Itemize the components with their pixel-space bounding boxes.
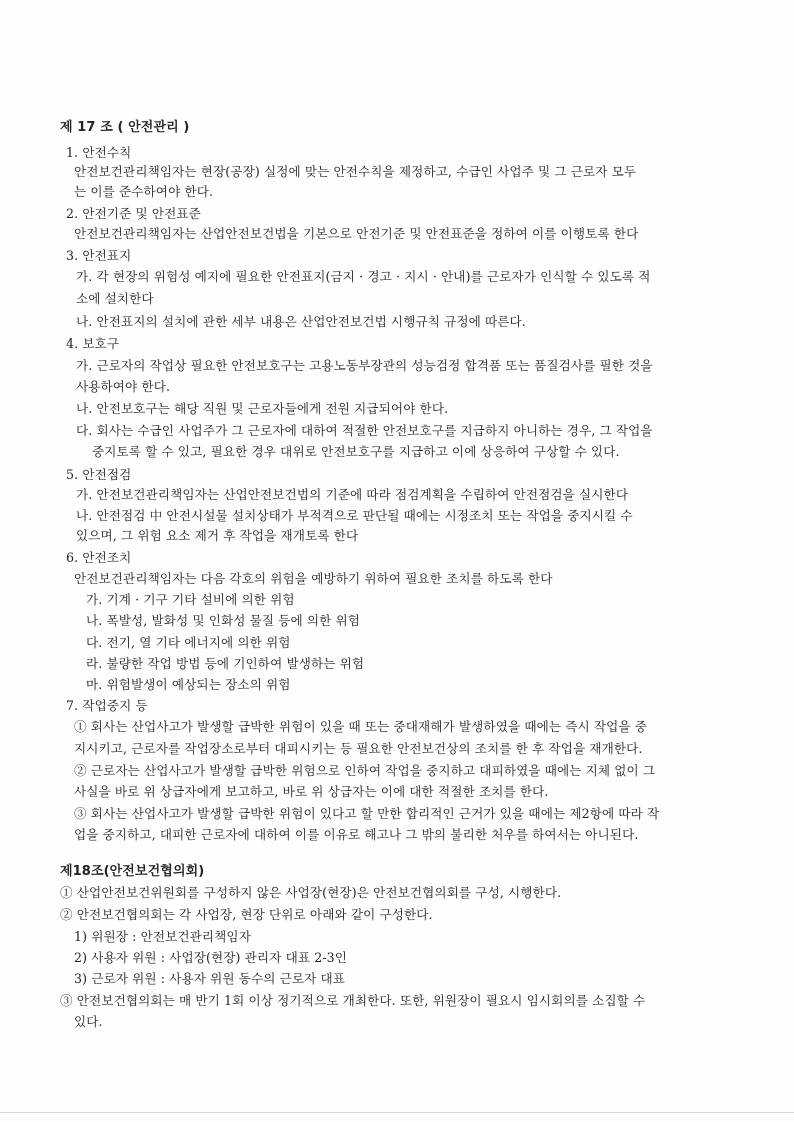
section-7-para-3-cont: 업을 중지하고, 대피한 근로자에 대하여 이를 이유로 해고나 그 밖의 불리한 처우를 하여서는 아니된다. (74, 827, 639, 842)
section-1-title: 1. 안전수칙 (66, 145, 132, 160)
page-footer-rule (0, 1112, 794, 1113)
section-1-text: 안전보건관리책임자는 현장(공장) 실정에 맞는 안전수칙을 제정하고, 수급인 사업주 및 그 근로자 모두 (74, 164, 637, 179)
section-4-item-c-cont: 중지토록 할 수 있고, 필요한 경우 대위로 안전보호구를 지급하고 이에 상응하여 구상할 수 있다. (92, 444, 620, 459)
section-4-item-a-cont: 사용하여야 한다. (76, 379, 171, 394)
article-18-para-2: ② 안전보건협의회는 각 사업장, 현장 단위로 아래와 같이 구성한다. (60, 907, 433, 922)
section-7-para-2-cont: 사실을 바로 위 상급자에게 보고하고, 바로 위 상급자는 이에 대한 적절한 조치를 한다. (74, 784, 549, 799)
section-2-title: 2. 안전기준 및 안전표준 (66, 206, 201, 221)
section-5-item-b: 나. 안전점검 中 안전시설물 설치상태가 부적격으로 판단될 때에는 시정조치 또는 작업을 중지시킬 수 (76, 508, 633, 523)
section-7-para-2: ② 근로자는 산업사고가 발생할 급박한 위험으로 인하여 작업을 중지하고 대피하였을 때에는 지체 없이 그 (74, 763, 656, 778)
article-18-para-3-cont: 있다. (74, 1014, 103, 1029)
section-7-para-3: ③ 회사는 산업사고가 발생할 급박한 위험이 있다고 할 만한 합리적인 근거가 있을 때에는 제2항에 따라 작 (74, 806, 660, 821)
section-6-item: 다. 전기, 열 기타 에너지에 의한 위험 (86, 635, 291, 650)
section-3-item-a: 가. 각 현장의 위험성 예지에 필요한 안전표지(금지 · 경고 · 지시 · 안내)를 근로자가 인식할 수 있도록 적 (76, 269, 651, 284)
section-2-text: 안전보건관리책임자는 산업안전보건법을 기본으로 안전기준 및 안전표준을 정하여 이를 이행토록 한다 (74, 226, 639, 241)
section-6-title: 6. 안전조치 (66, 550, 132, 565)
article-18-member: 2) 사용자 위원 : 사업장(현장) 관리자 대표 2-3인 (74, 950, 348, 965)
section-3-title: 3. 안전표지 (66, 248, 132, 263)
section-6-item: 마. 위험발생이 예상되는 장소의 위험 (86, 677, 291, 692)
section-5-title: 5. 안전점검 (66, 467, 132, 482)
section-3-item-a-cont: 소에 설치한다 (76, 291, 154, 306)
section-6-intro: 안전보건관리책임자는 다음 각호의 위험을 예방하기 위하여 필요한 조치를 하도록 한다 (74, 571, 553, 586)
section-1-text-cont: 는 이를 준수하여야 한다. (74, 184, 214, 199)
section-3-item-b: 나. 안전표지의 설치에 관한 세부 내용은 산업안전보건법 시행규칙 규정에 따른다. (76, 314, 526, 329)
section-6-item: 나. 폭발성, 발화성 및 인화성 물질 등에 의한 위험 (86, 613, 361, 628)
section-5-item-a: 가. 안전보건관리책임자는 산업안전보건법의 기준에 따라 점검계획을 수립하여 안전점검을 실시한다 (76, 487, 629, 502)
article-18-member: 3) 근로자 위원 : 사용자 위원 동수의 근로자 대표 (74, 971, 346, 986)
article-18-heading: 제18조(안전보건협의회) (60, 864, 205, 879)
article-17-heading: 제 17 조 ( 안전관리 ) (60, 120, 190, 135)
article-18-para-3: ③ 안전보건협의회는 매 반기 1회 이상 정기적으로 개최한다. 또한, 위원장이 필요시 임시회의를 소집할 수 (60, 993, 646, 1008)
section-4-title: 4. 보호구 (66, 336, 120, 351)
section-4-item-c: 다. 회사는 수급인 사업주가 그 근로자에 대하여 적절한 안전보호구를 지급하지 아니하는 경우, 그 작업을 (76, 423, 653, 438)
section-7-para-1: ① 회사는 산업사고가 발생할 급박한 위험이 있을 때 또는 중대재해가 발생하였을 때에는 즉시 작업을 중 (74, 719, 648, 734)
article-18-member: 1) 위원장 : 안전보건관리책임자 (74, 929, 251, 944)
section-6-item: 라. 불량한 작업 방법 등에 기인하여 발생하는 위험 (86, 656, 365, 671)
section-4-item-a: 가. 근로자의 작업상 필요한 안전보호구는 고용노동부장관의 성능검정 합격품 또는 품질검사를 필한 것을 (76, 358, 653, 373)
section-5-item-b-cont: 있으며, 그 위험 요소 제거 후 작업을 재개토록 한다 (76, 528, 359, 543)
section-4-item-b: 나. 안전보호구는 해당 직원 및 근로자들에게 전원 지급되어야 한다. (76, 401, 449, 416)
article-18-para-1: ① 산업안전보건위원회를 구성하지 않은 사업장(현장)은 안전보건협의회를 구성, 시행한다. (60, 885, 562, 900)
section-6-item: 가. 기계 · 기구 기타 설비에 의한 위험 (86, 592, 295, 607)
section-7-title: 7. 작업중지 등 (66, 698, 148, 713)
section-7-para-1-cont: 지시키고, 근로자를 작업장소로부터 대피시키는 등 필요한 안전보건상의 조치를 한 후 작업을 재개한다. (74, 741, 643, 756)
